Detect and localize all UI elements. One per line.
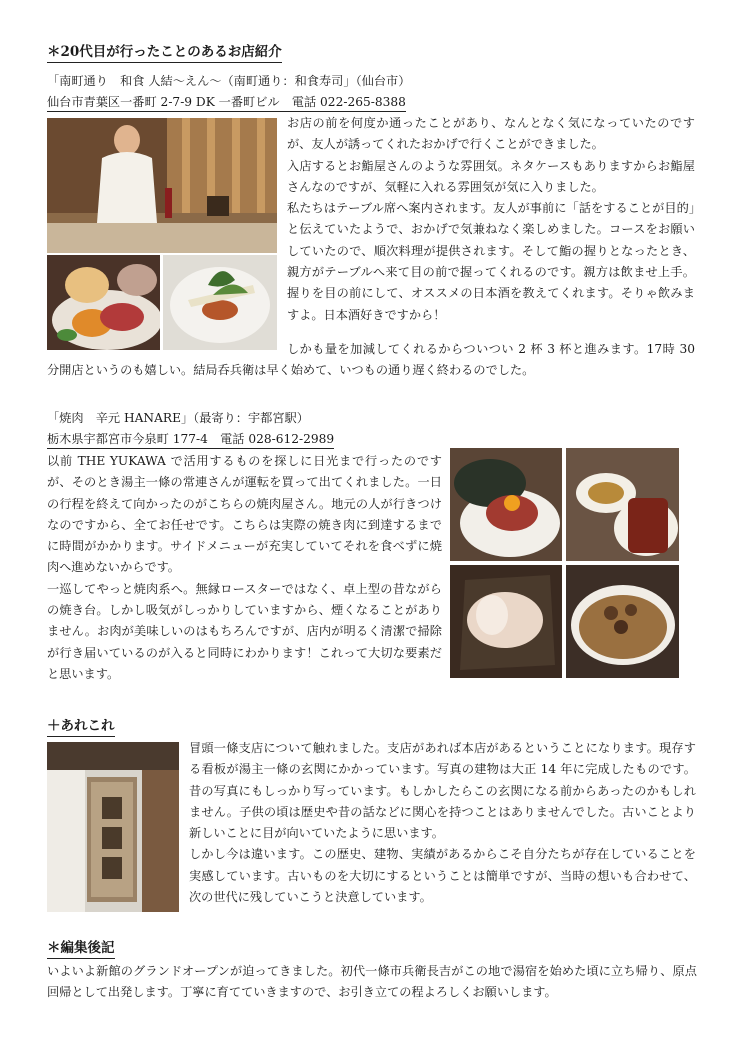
shop2-text	[47, 451, 442, 685]
meat-strips-photo	[566, 448, 679, 561]
grilled-vegetable-plate-photo	[163, 255, 277, 350]
fried-rice-photo	[566, 565, 679, 678]
editor-note-text: いよいよ新館のグランドオープンが迫ってきました。初代一條市兵衛長吉がこの地で湯宿を始めた頃に立ち帰り、原点回帰として出発します。丁寧に育てていきますので、お引き立ての程よろしくお願いします。	[47, 964, 697, 1000]
shop1-title: 「南町通り 和食 人結～えん～（南町通り：和食寿司」（仙台市）	[47, 74, 411, 88]
chef-counter-photo	[47, 118, 277, 253]
shop2-paragraph: 以前 THE YUKAWA で活用するものを探しに日光まで行ったのですが、そのとき湯主一條の常連さんが運転を買って出てくれました。一日の行程を終えて向かったのがこちらの焼肉屋さん。地元の人が行きつけなのですから、全てお任せです。こちらは実際の焼き肉に到達するまでに時間がかかります。サイドメニューが充実していてそれを食べずに焼肉へ進めないからです。	[47, 454, 442, 575]
shop2-title: 「焼肉 辛元 HANARE」（最寄り：宇都宮駅）	[47, 411, 309, 425]
old-signboard-photo	[47, 742, 179, 912]
misc-text	[189, 738, 696, 908]
shop1-paragraph: お店の前を何度か通ったことがあり、なんとなく気になっていたのですが、友人が誘ってくれたおかげで行くことができました。	[287, 116, 695, 152]
misc-paragraph: 冒頭一條支店について触れました。支店があれば本店があるということになります。現存する看板が湯主一條の玄関にかかっています。写真の建物は大正 14 年に完成したものです。昔の写真にもしっかり写っています。もしかしたらこの玄関になる前からあったのかもしれません。子供の頃は歴史や昔の話などに関心を持つことはありませんでした。古いことより新しいことに目が向いていたように思います。	[189, 741, 696, 841]
shop2-paragraph: 一巡してやっと焼肉系へ。無縁ロースターではなく、卓上型の昔ながらの焼き台。しかし吸気がしっかりしていますから、煙くなることがありません。お肉が美味しいのはもちろんですが、店内が明るく清潔で掃除が行き届いているのが入ると同時にわかります！これって大切な要素だと思います。	[47, 581, 442, 681]
shop1-paragraph: 入店するとお鮨屋さんのような雰囲気。ネタケースもありますからお鮨屋さんなのですが、気軽に入れる雰囲気が気に入りました。	[287, 158, 695, 194]
misc-paragraph: しかし今は違います。この歴史、建物、実績があるからこそ自分たちが存在していることを実感しています。古いものを大切にするということは簡単ですが、当時の想いも合わせて、次の世代に残していこうと決意しています。	[189, 847, 696, 905]
section-heading-editor-note: ＊編集後記	[47, 940, 115, 959]
shop1-side-text	[287, 113, 695, 326]
shop1-address: 仙台市青葉区一番町 2-7-9 DK 一番町ビル 電話 022-265-8388	[47, 94, 406, 112]
chicken-plate-photo	[450, 565, 562, 678]
section-heading-misc: ＋あれこれ	[47, 718, 115, 737]
yukhoe-dish-photo	[450, 448, 562, 561]
section-heading-shops: ＊20代目が行ったことのあるお店紹介	[47, 44, 282, 63]
shop1-paragraph: 私たちはテーブル席へ案内されます。友人が事前に「話をすることが目的」と伝えていたようで、おかげで気兼ねなく楽しめました。コースをお願いしていたので、順次料理が提供されます。そして鮨の握りとなったとき、親方がテーブルへ来て目の前で握ってくれるのです。親方は飲ませ上手。握りを目の前にして、オススメの日本酒を教えてくれます。そりゃ飲みますよ。日本酒好きですから！	[287, 201, 695, 322]
shop1-wide-text: しかも量を加減してくれるからついつい 2 杯 3 杯と進みます。17時 30 分開店というのも嬉しい。結局呑兵衛は早く始めて、いつもの通り遅く終わるのでした。	[47, 342, 695, 378]
tuna-dish-photo	[47, 255, 160, 350]
shop2-address: 栃木県宇都宮市今泉町 177-4 電話 028-612-2989	[47, 431, 334, 449]
